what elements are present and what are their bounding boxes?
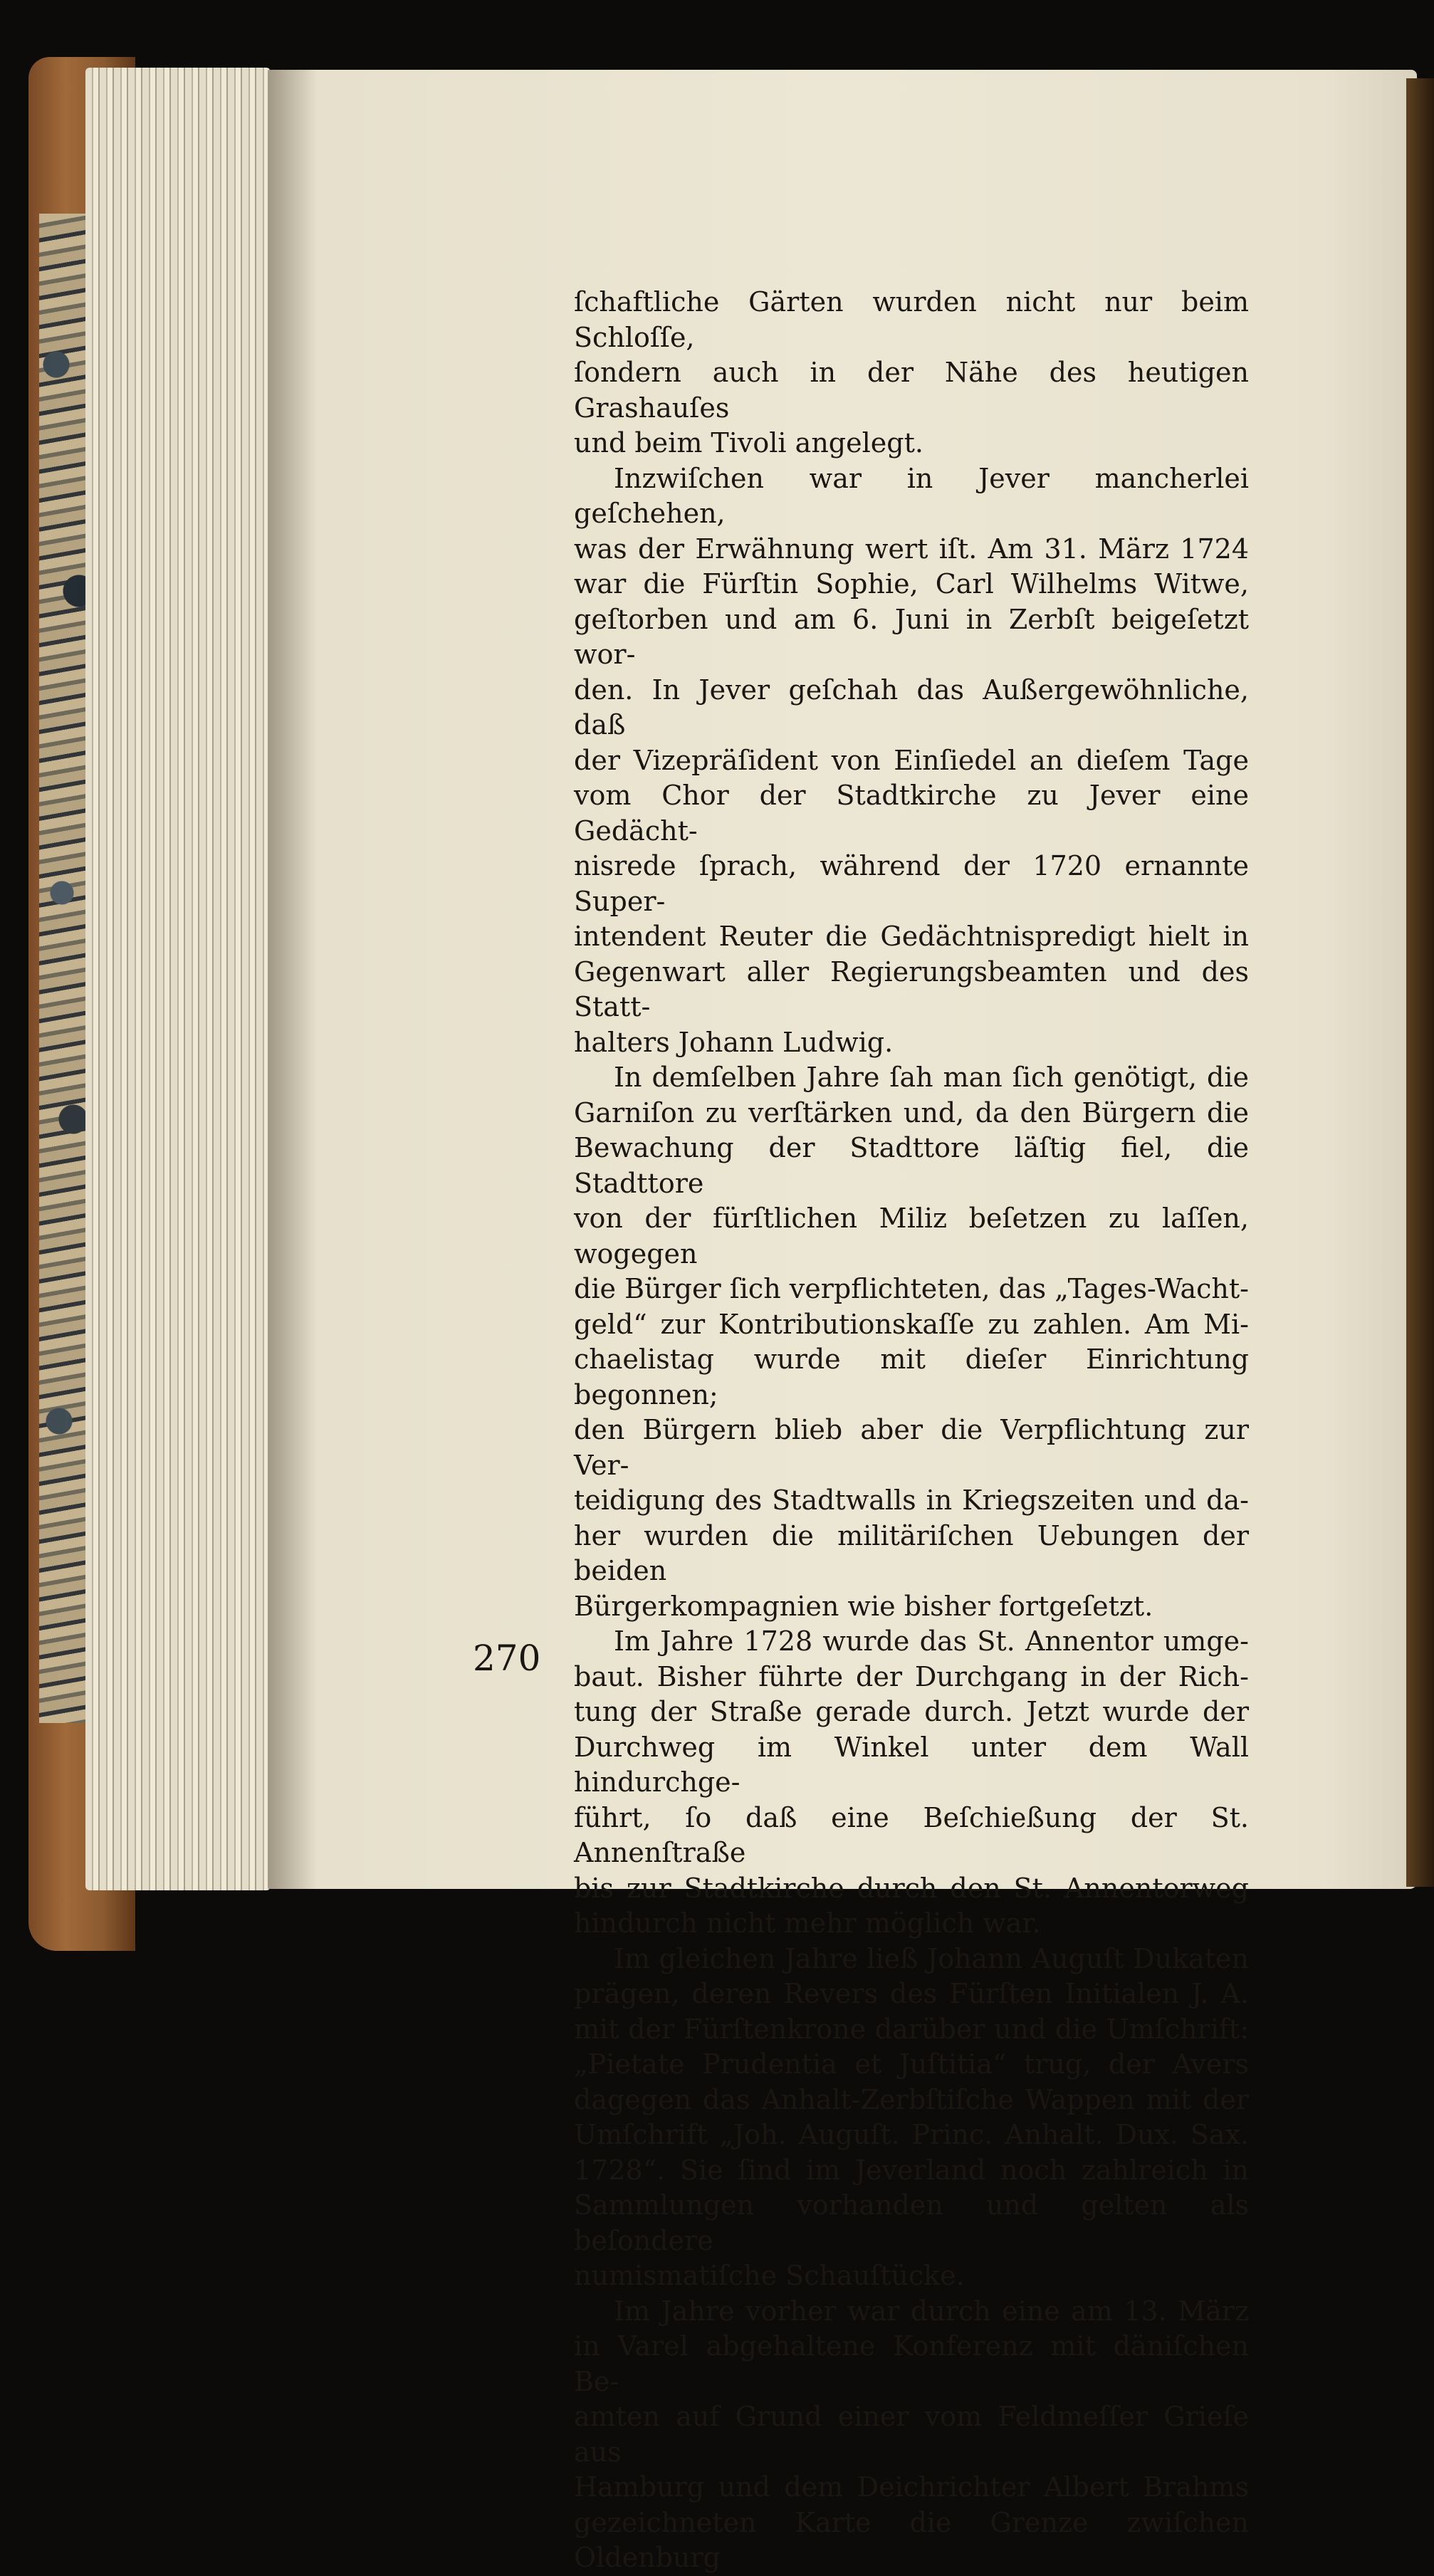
text-line: ſondern auch in der Nähe des heutigen Grashauſes [574,357,1249,424]
text-line: teidigung des Stadtwalls in Kriegszeiten und da- [574,1485,1249,1516]
text-line: Im Jahre vorher war durch eine am 13. März [614,2295,1249,2327]
text-line: tung der Straße gerade durch. Jetzt wurde der [574,1696,1249,1727]
text-line: 1728“. Sie ſind im Jeverland noch zahlreich in [574,2154,1249,2186]
facing-page-edge [1406,78,1434,1887]
text-line: gezeichneten Karte die Grenze zwiſchen Oldenburg [574,2506,1249,2573]
text-line: Sammlungen vorhanden und gelten als beſondere [574,2189,1249,2256]
text-line: Durchweg im Winkel unter dem Wall hindurchge- [574,1731,1249,1798]
text-line: geld“ zur Kontributionskaſſe zu zahlen. Am Mi- [574,1308,1249,1340]
text-line: bis zur Stadtkirche durch den St. Annentorweg [574,1872,1249,1904]
text-line: dagegen das Anhalt-Zerbſtiſche Wappen mit der [574,2083,1249,2115]
text-line: her wurden die militäriſchen Uebungen der beiden [574,1519,1249,1586]
text-line: Umſchrift „Joh. Auguſt. Princ. Anhalt. Dux. Sax. [574,2119,1249,2150]
text-line: mit der Fürſtenkrone darüber und die Umſchrift: [574,2013,1249,2045]
text-line: vom Chor der Stadtkirche zu Jever eine Gedächt- [574,780,1249,847]
text-line: in Varel abgehaltene Konferenz mit däniſchen Be- [574,2330,1249,2397]
text-line: was der Erwähnung wert iſt. Am 31. März 1724 [574,533,1249,565]
text-line: geſtorben und am 6. Juni in Zerbſt beigeſetzt wor- [574,603,1249,670]
text-line: Im Jahre 1728 wurde das St. Annentor umge- [614,1625,1249,1657]
text-line: intendent Reuter die Gedächtnispredigt hielt in [574,921,1249,952]
text-line: die Bürger ſich verpflichteten, das „Tages-Wacht- [574,1273,1249,1304]
text-line: nisrede ſprach, während der 1720 ernannte Super- [574,850,1249,917]
text-line: Garniſon zu verſtärken und, da den Bürgern die [574,1096,1249,1129]
text-line: „Pietate Prudentia et Juſtitia“ trug, der Avers [574,2048,1249,2080]
text-line: numismatiſche Schauſtücke. [574,2260,965,2291]
text-line: den. In Jever geſchah das Außergewöhnliche, daß [574,674,1249,740]
text-line: prägen, deren Revers des Fürſten Initialen J. A. [574,1978,1249,2009]
text-line: Hamburg und dem Deichrichter Albert Brahms [574,2471,1249,2503]
text-line: Bewachung der Stadttore läſtig fiel, die Stadttore [574,1132,1249,1199]
text-line: In demſelben Jahre ſah man ſich genötigt, die [614,1062,1249,1093]
text-line: Gegenwart aller Regierungsbeamten und des Statt- [574,955,1249,1022]
text-line: Im gleichen Jahre ließ Johann Auguſt Dukaten [614,1942,1249,1974]
text-line: war die Fürſtin Sophie, Carl Wilhelms Witwe, [574,568,1249,600]
text-line: führt, ſo daß eine Beſchießung der St. Annenſtraße [574,1801,1249,1868]
text-line: den Bürgern blieb aber die Verpflichtung zur Ver- [574,1414,1249,1481]
text-line: amten auf Grund einer vom Feldmeſſer Grieſe aus [574,2401,1249,2468]
text-line: baut. Bisher führte der Durchgang in der Rich- [574,1660,1249,1692]
text-line: halters Johann Ludwig. [574,1026,894,1058]
body-text [574,285,1249,2576]
text-line: und beim Tivoli angelegt. [574,427,923,459]
text-line: chaelistag wurde mit dieſer Einrichtung begonnen; [574,1344,1249,1410]
page-number: 270 [473,1638,541,1679]
text-line: hindurch nicht mehr möglich war. [574,1907,1041,1939]
page-stack [85,68,271,1890]
text-line: ſchaftliche Gärten wurden nicht nur beim Schloſſe, [574,286,1249,353]
text-line: Bürgerkompagnien wie bisher fortgeſetzt. [574,1590,1153,1622]
text-line: Inzwiſchen war in Jever mancherlei geſchehen, [574,462,1249,529]
text-line: der Vizepräſident von Einſiedel an dieſem Tage [574,744,1249,776]
gutter-shadow [268,70,318,1889]
text-line: von der fürſtlichen Miliz beſetzen zu laſſen, wogegen [574,1203,1249,1269]
